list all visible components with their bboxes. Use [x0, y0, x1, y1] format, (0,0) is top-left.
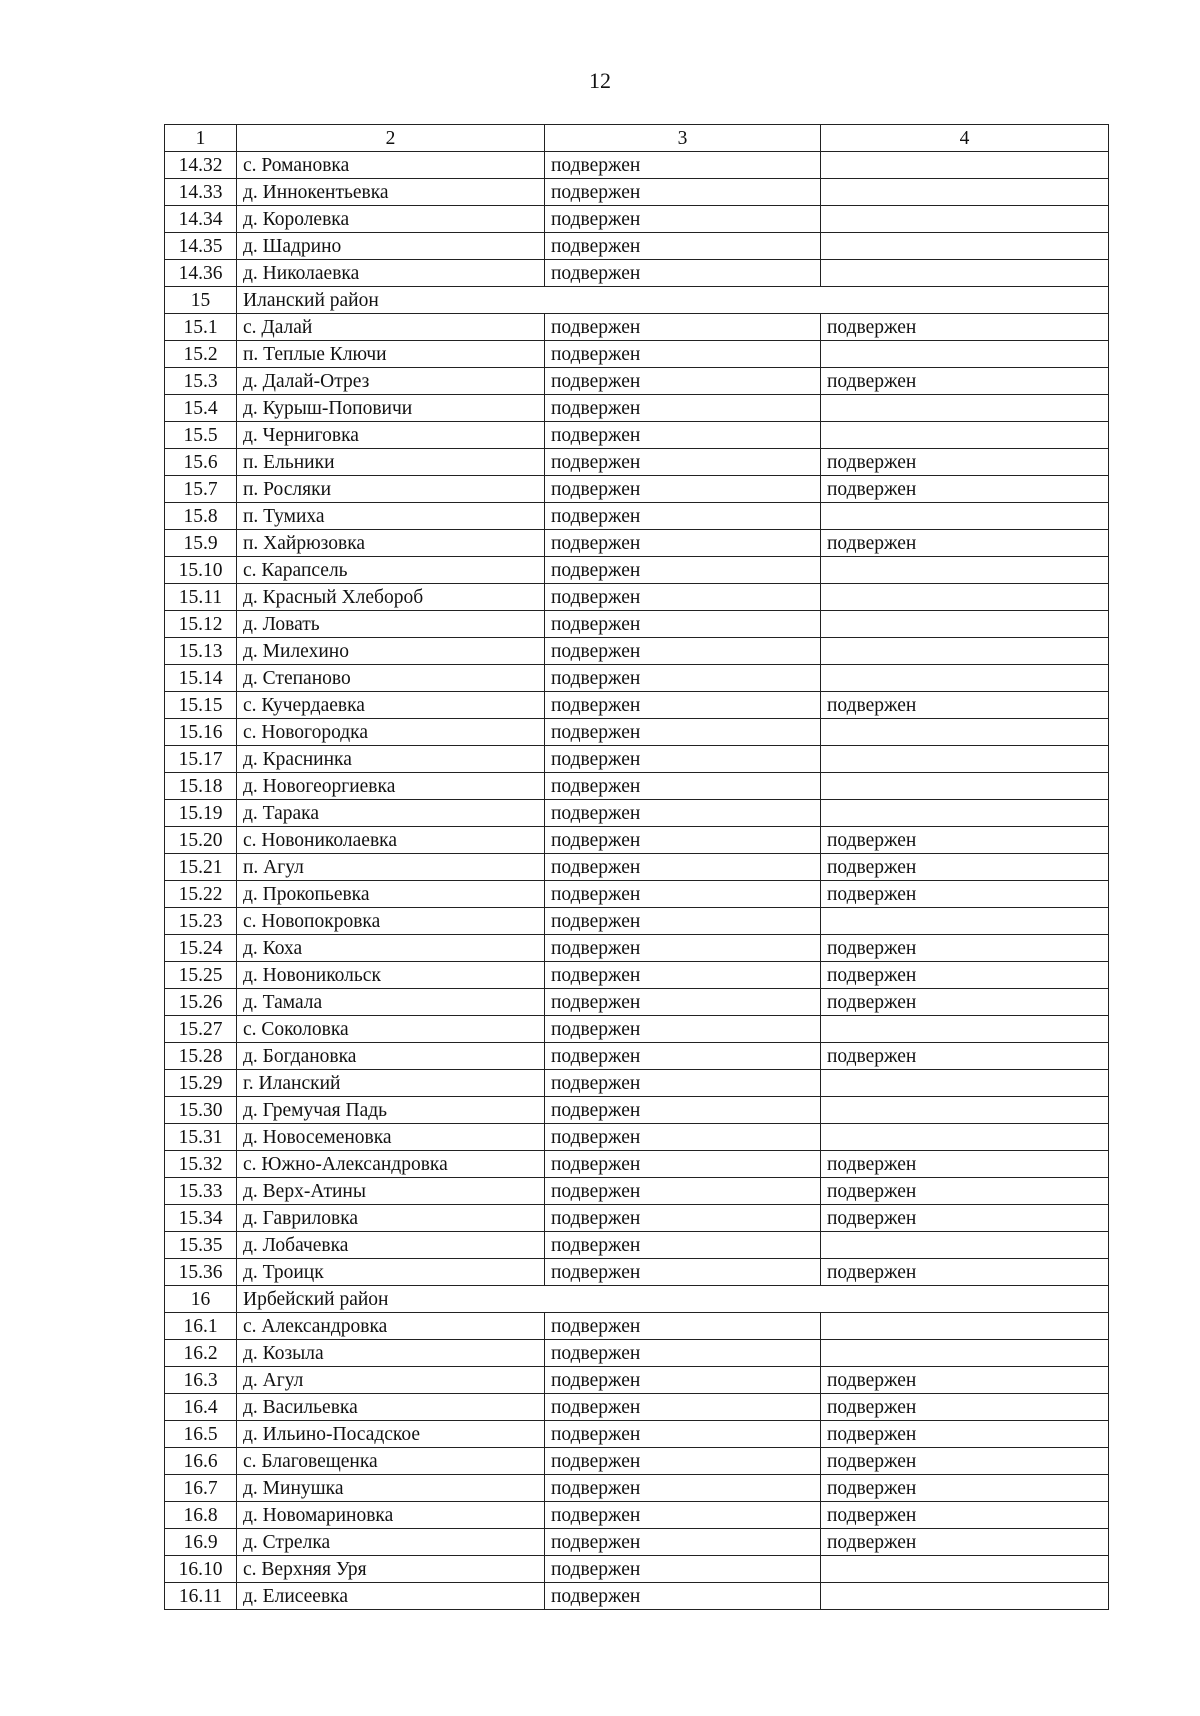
table-row: [165, 1340, 1109, 1367]
col3-status: подвержен: [545, 800, 821, 827]
row-number: 15.10: [165, 557, 237, 584]
table-row: [165, 314, 1109, 341]
col3-status: подвержен: [545, 773, 821, 800]
section-number: 15: [165, 287, 237, 314]
col4-status: [821, 584, 1109, 611]
table-row: [165, 1070, 1109, 1097]
page-number: 12: [589, 68, 611, 93]
settlement-name: д. Минушка: [237, 1475, 545, 1502]
col3-status: подвержен: [545, 395, 821, 422]
settlement-name: с. Александровка: [237, 1313, 545, 1340]
col3-status: подвержен: [545, 179, 821, 206]
table-row: [165, 206, 1109, 233]
col3-status: подвержен: [545, 530, 821, 557]
row-number: 14.32: [165, 152, 237, 179]
table-row: [165, 1043, 1109, 1070]
table-row: [165, 1151, 1109, 1178]
settlement-name: д. Елисеевка: [237, 1583, 545, 1610]
settlement-name: д. Гремучая Падь: [237, 1097, 545, 1124]
table-row: [165, 395, 1109, 422]
col4-status: [821, 800, 1109, 827]
table-row: [165, 530, 1109, 557]
table-row: [165, 179, 1109, 206]
col4-status: подвержен: [821, 854, 1109, 881]
settlement-name: д. Ильино-Посадское: [237, 1421, 545, 1448]
col3-status: подвержен: [545, 1151, 821, 1178]
settlement-name: д. Курыш-Поповичи: [237, 395, 545, 422]
row-number: 14.35: [165, 233, 237, 260]
table-row: [165, 449, 1109, 476]
col4-status: подвержен: [821, 881, 1109, 908]
row-number: 15.24: [165, 935, 237, 962]
col4-status: [821, 206, 1109, 233]
settlement-name: д. Красный Хлебороб: [237, 584, 545, 611]
settlement-name: с. Далай: [237, 314, 545, 341]
table-row: [165, 1421, 1109, 1448]
col3-status: подвержен: [545, 449, 821, 476]
col4-status: подвержен: [821, 1421, 1109, 1448]
settlement-name: п. Тумиха: [237, 503, 545, 530]
table-row: [165, 692, 1109, 719]
table-row: [165, 1232, 1109, 1259]
table-body: [165, 125, 1109, 1610]
col3-status: подвержен: [545, 935, 821, 962]
col4-status: подвержен: [821, 1475, 1109, 1502]
row-number: 15.21: [165, 854, 237, 881]
settlement-name: с. Новониколаевка: [237, 827, 545, 854]
col4-status: [821, 611, 1109, 638]
col3-status: подвержен: [545, 1556, 821, 1583]
table-row: [165, 1367, 1109, 1394]
settlement-name: д. Тарака: [237, 800, 545, 827]
col4-status: [821, 557, 1109, 584]
settlement-name: с. Благовещенка: [237, 1448, 545, 1475]
settlement-name: д. Стрелка: [237, 1529, 545, 1556]
row-number: 15.9: [165, 530, 237, 557]
table-row: [165, 1475, 1109, 1502]
col3-status: подвержен: [545, 962, 821, 989]
col4-status: [821, 773, 1109, 800]
row-number: 15.5: [165, 422, 237, 449]
row-number: 15.20: [165, 827, 237, 854]
settlement-name: с. Кучердаевка: [237, 692, 545, 719]
col3-status: подвержен: [545, 1016, 821, 1043]
header-row: [165, 125, 1109, 152]
col3-status: подвержен: [545, 1394, 821, 1421]
table-row: [165, 503, 1109, 530]
row-number: 15.2: [165, 341, 237, 368]
section-row: [165, 1286, 1109, 1313]
table-row: [165, 368, 1109, 395]
col3-status: подвержен: [545, 476, 821, 503]
col4-status: подвержен: [821, 962, 1109, 989]
table-row: [165, 1097, 1109, 1124]
row-number: 15.30: [165, 1097, 237, 1124]
table-row: [165, 1556, 1109, 1583]
settlement-name: п. Ельники: [237, 449, 545, 476]
col3-status: подвержен: [545, 1502, 821, 1529]
table-row: [165, 719, 1109, 746]
col3-status: подвержен: [545, 746, 821, 773]
row-number: 16.11: [165, 1583, 237, 1610]
col3-status: подвержен: [545, 584, 821, 611]
col4-status: [821, 719, 1109, 746]
row-number: 16.9: [165, 1529, 237, 1556]
row-number: 15.25: [165, 962, 237, 989]
row-number: 15.35: [165, 1232, 237, 1259]
col3-status: подвержен: [545, 1313, 821, 1340]
col3-status: подвержен: [545, 1529, 821, 1556]
table-row: [165, 233, 1109, 260]
table-row: [165, 260, 1109, 287]
row-number: 16.10: [165, 1556, 237, 1583]
table-row: [165, 989, 1109, 1016]
col4-status: подвержен: [821, 1502, 1109, 1529]
col4-status: [821, 152, 1109, 179]
col4-status: [821, 638, 1109, 665]
table-row: [165, 638, 1109, 665]
col4-status: подвержен: [821, 1394, 1109, 1421]
col3-status: подвержен: [545, 1070, 821, 1097]
table-row: [165, 827, 1109, 854]
row-number: 16.4: [165, 1394, 237, 1421]
row-number: 15.22: [165, 881, 237, 908]
col4-status: подвержен: [821, 476, 1109, 503]
table-row: [165, 1016, 1109, 1043]
settlement-name: д. Васильевка: [237, 1394, 545, 1421]
row-number: 15.15: [165, 692, 237, 719]
col4-status: подвержен: [821, 1043, 1109, 1070]
col4-status: [821, 1124, 1109, 1151]
col3-status: подвержен: [545, 260, 821, 287]
col3-status: подвержен: [545, 1097, 821, 1124]
table-row: [165, 1529, 1109, 1556]
table-row: [165, 1124, 1109, 1151]
row-number: 15.36: [165, 1259, 237, 1286]
row-number: 15.16: [165, 719, 237, 746]
settlement-name: д. Верх-Атины: [237, 1178, 545, 1205]
col4-status: [821, 908, 1109, 935]
table-row: [165, 341, 1109, 368]
table-row: [165, 422, 1109, 449]
col3-status: подвержен: [545, 1367, 821, 1394]
col4-status: подвержен: [821, 1367, 1109, 1394]
table-row: [165, 1502, 1109, 1529]
settlement-name: п. Теплые Ключи: [237, 341, 545, 368]
col4-status: [821, 341, 1109, 368]
table-row: [165, 908, 1109, 935]
settlement-name: д. Тамала: [237, 989, 545, 1016]
col3-status: подвержен: [545, 827, 821, 854]
col4-status: [821, 1313, 1109, 1340]
row-number: 14.33: [165, 179, 237, 206]
settlement-name: д. Козыла: [237, 1340, 545, 1367]
row-number: 15.18: [165, 773, 237, 800]
settlement-name: г. Иланский: [237, 1070, 545, 1097]
settlement-name: д. Шадрино: [237, 233, 545, 260]
row-number: 16.1: [165, 1313, 237, 1340]
row-number: 15.4: [165, 395, 237, 422]
col3-status: подвержен: [545, 368, 821, 395]
col4-status: [821, 1340, 1109, 1367]
settlement-name: д. Ловать: [237, 611, 545, 638]
col4-status: подвержен: [821, 827, 1109, 854]
col3-status: подвержен: [545, 152, 821, 179]
table-row: [165, 611, 1109, 638]
col4-status: [821, 1556, 1109, 1583]
settlement-name: д. Королевка: [237, 206, 545, 233]
settlement-name: п. Агул: [237, 854, 545, 881]
row-number: 15.3: [165, 368, 237, 395]
col3-status: подвержен: [545, 719, 821, 746]
table-row: [165, 881, 1109, 908]
col4-status: [821, 503, 1109, 530]
col3-status: подвержен: [545, 665, 821, 692]
col3-status: подвержен: [545, 854, 821, 881]
col4-status: [821, 1097, 1109, 1124]
row-number: 15.32: [165, 1151, 237, 1178]
settlements-table: [164, 124, 1109, 1610]
section-title: Ирбейский район: [237, 1286, 1109, 1313]
col3-status: подвержен: [545, 692, 821, 719]
col3-status: подвержен: [545, 314, 821, 341]
col4-status: подвержен: [821, 449, 1109, 476]
col3-status: подвержен: [545, 341, 821, 368]
col4-status: подвержен: [821, 530, 1109, 557]
row-number: 15.6: [165, 449, 237, 476]
col3-status: подвержен: [545, 1340, 821, 1367]
table-row: [165, 1205, 1109, 1232]
col4-status: подвержен: [821, 368, 1109, 395]
row-number: 15.27: [165, 1016, 237, 1043]
table-row: [165, 1583, 1109, 1610]
section-row: [165, 287, 1109, 314]
row-number: 15.26: [165, 989, 237, 1016]
row-number: 15.11: [165, 584, 237, 611]
table-row: [165, 962, 1109, 989]
table-row: [165, 935, 1109, 962]
col3-status: подвержен: [545, 881, 821, 908]
table-row: [165, 773, 1109, 800]
row-number: 14.34: [165, 206, 237, 233]
col3-status: подвержен: [545, 1043, 821, 1070]
settlement-name: с. Верхняя Уря: [237, 1556, 545, 1583]
table-row: [165, 665, 1109, 692]
col3-status: подвержен: [545, 1583, 821, 1610]
settlement-name: д. Далай-Отрез: [237, 368, 545, 395]
settlement-name: д. Краснинка: [237, 746, 545, 773]
col4-status: подвержен: [821, 1529, 1109, 1556]
col3-status: подвержен: [545, 422, 821, 449]
col3-status: подвержен: [545, 1259, 821, 1286]
row-number: 15.19: [165, 800, 237, 827]
row-number: 15.17: [165, 746, 237, 773]
row-number: 15.7: [165, 476, 237, 503]
table-row: [165, 1394, 1109, 1421]
col3-status: подвержен: [545, 1124, 821, 1151]
col4-status: [821, 1232, 1109, 1259]
settlement-name: д. Иннокентьевка: [237, 179, 545, 206]
row-number: 16.3: [165, 1367, 237, 1394]
settlement-name: п. Росляки: [237, 476, 545, 503]
settlement-name: с. Южно-Александровка: [237, 1151, 545, 1178]
table-row: [165, 476, 1109, 503]
col3-status: подвержен: [545, 908, 821, 935]
col4-status: подвержен: [821, 692, 1109, 719]
table-row: [165, 152, 1109, 179]
row-number: 15.29: [165, 1070, 237, 1097]
table-row: [165, 746, 1109, 773]
table-row: [165, 1313, 1109, 1340]
settlement-name: с. Романовка: [237, 152, 545, 179]
settlement-name: д. Новомариновка: [237, 1502, 545, 1529]
table-row: [165, 557, 1109, 584]
header-col-3: 3: [545, 125, 821, 152]
settlement-name: д. Милехино: [237, 638, 545, 665]
col4-status: [821, 179, 1109, 206]
settlement-name: д. Новогеоргиевка: [237, 773, 545, 800]
row-number: 15.14: [165, 665, 237, 692]
row-number: 15.12: [165, 611, 237, 638]
settlement-name: д. Коха: [237, 935, 545, 962]
col3-status: подвержен: [545, 1421, 821, 1448]
header-col-1: 1: [165, 125, 237, 152]
col4-status: [821, 395, 1109, 422]
settlement-name: д. Гавриловка: [237, 1205, 545, 1232]
row-number: 15.23: [165, 908, 237, 935]
col3-status: подвержен: [545, 1475, 821, 1502]
col3-status: подвержен: [545, 611, 821, 638]
col4-status: [821, 1016, 1109, 1043]
col3-status: подвержен: [545, 1178, 821, 1205]
col4-status: [821, 1583, 1109, 1610]
settlement-name: п. Хайрюзовка: [237, 530, 545, 557]
settlement-name: д. Троицк: [237, 1259, 545, 1286]
table-row: [165, 854, 1109, 881]
settlement-name: с. Карапсель: [237, 557, 545, 584]
row-number: 16.5: [165, 1421, 237, 1448]
row-number: 16.8: [165, 1502, 237, 1529]
col4-status: подвержен: [821, 1205, 1109, 1232]
settlement-name: д. Прокопьевка: [237, 881, 545, 908]
col4-status: подвержен: [821, 1448, 1109, 1475]
table-row: [165, 584, 1109, 611]
col3-status: подвержен: [545, 206, 821, 233]
table-row: [165, 1259, 1109, 1286]
row-number: 16.6: [165, 1448, 237, 1475]
col4-status: подвержен: [821, 314, 1109, 341]
settlement-name: с. Новопокровка: [237, 908, 545, 935]
settlement-name: д. Новосеменовка: [237, 1124, 545, 1151]
row-number: 15.8: [165, 503, 237, 530]
row-number: 15.34: [165, 1205, 237, 1232]
row-number: 15.28: [165, 1043, 237, 1070]
col3-status: подвержен: [545, 503, 821, 530]
settlement-name: д. Николаевка: [237, 260, 545, 287]
col4-status: [821, 746, 1109, 773]
settlement-name: с. Соколовка: [237, 1016, 545, 1043]
col4-status: [821, 422, 1109, 449]
header-col-2: 2: [237, 125, 545, 152]
col3-status: подвержен: [545, 1448, 821, 1475]
col3-status: подвержен: [545, 1205, 821, 1232]
col3-status: подвержен: [545, 557, 821, 584]
col3-status: подвержен: [545, 989, 821, 1016]
col4-status: подвержен: [821, 989, 1109, 1016]
col4-status: подвержен: [821, 935, 1109, 962]
settlement-name: с. Новогородка: [237, 719, 545, 746]
row-number: 15.31: [165, 1124, 237, 1151]
col3-status: подвержен: [545, 638, 821, 665]
row-number: 14.36: [165, 260, 237, 287]
row-number: 15.33: [165, 1178, 237, 1205]
settlement-name: д. Лобачевка: [237, 1232, 545, 1259]
table-row: [165, 800, 1109, 827]
table-row: [165, 1178, 1109, 1205]
row-number: 16.2: [165, 1340, 237, 1367]
row-number: 16.7: [165, 1475, 237, 1502]
col4-status: [821, 233, 1109, 260]
settlement-name: д. Черниговка: [237, 422, 545, 449]
col3-status: подвержен: [545, 233, 821, 260]
section-title: Иланский район: [237, 287, 1109, 314]
col4-status: подвержен: [821, 1259, 1109, 1286]
col3-status: подвержен: [545, 1232, 821, 1259]
col4-status: [821, 665, 1109, 692]
settlement-name: д. Агул: [237, 1367, 545, 1394]
col4-status: [821, 260, 1109, 287]
col4-status: подвержен: [821, 1151, 1109, 1178]
row-number: 15.13: [165, 638, 237, 665]
settlement-name: д. Новоникольск: [237, 962, 545, 989]
col4-status: подвержен: [821, 1178, 1109, 1205]
table-row: [165, 1448, 1109, 1475]
settlement-name: д. Степаново: [237, 665, 545, 692]
settlement-name: д. Богдановка: [237, 1043, 545, 1070]
header-col-4: 4: [821, 125, 1109, 152]
col4-status: [821, 1070, 1109, 1097]
section-number: 16: [165, 1286, 237, 1313]
row-number: 15.1: [165, 314, 237, 341]
